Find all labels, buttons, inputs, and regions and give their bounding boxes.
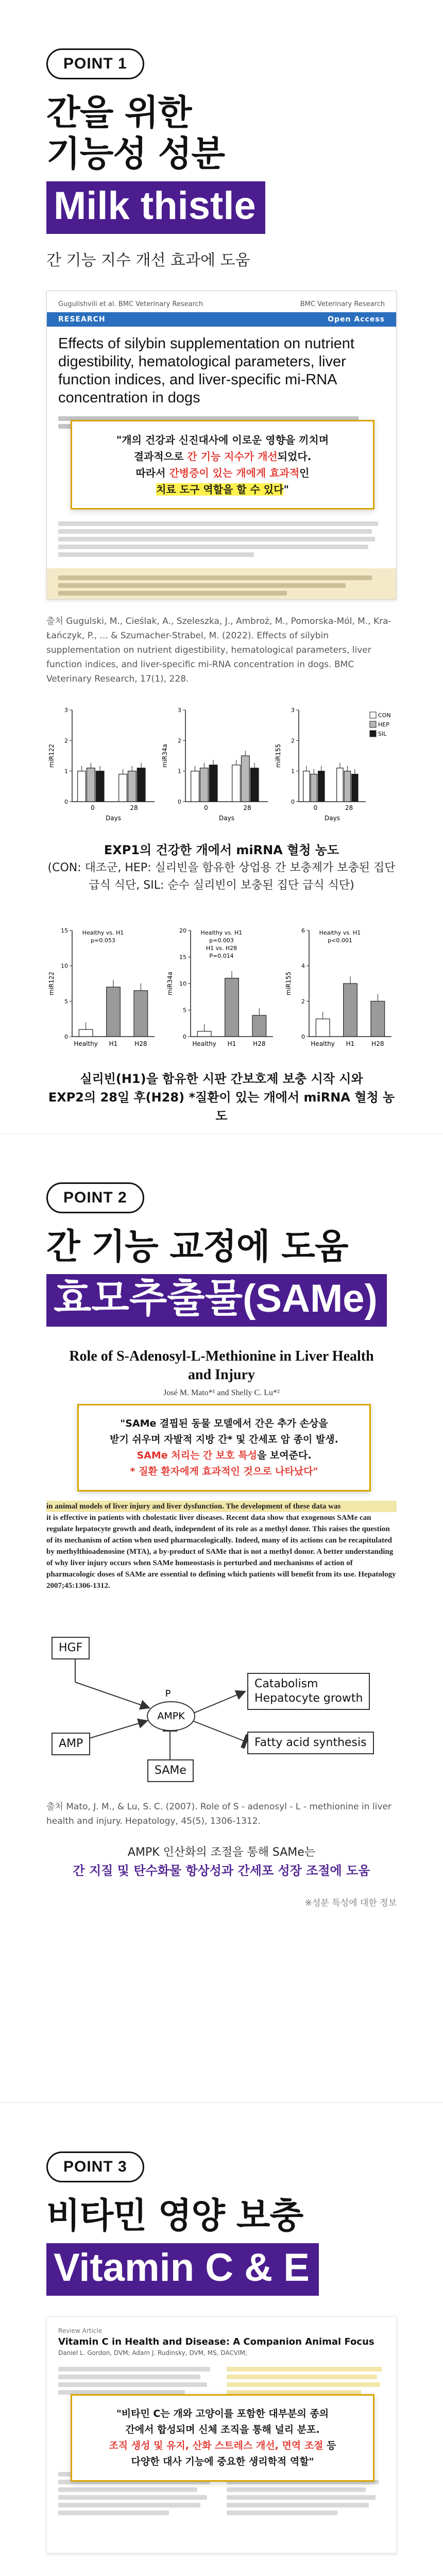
quote-line-1: "개의 건강과 신진대사에 이로운 영향을 끼치며	[116, 434, 329, 446]
paper-abstract-lines	[47, 516, 396, 562]
paper-title: Role of S-Adenosyl-L-Methionine in Liver Health and Injury	[69, 1348, 374, 1383]
x-axis-label: Days	[106, 815, 121, 822]
paper-meta	[47, 291, 396, 312]
paper-footer-band	[47, 568, 396, 599]
chart-mir155-exp2	[283, 920, 397, 1054]
x-tick-label: H28	[371, 1040, 384, 1047]
y-axis-label: miR122	[48, 743, 55, 768]
legend-label: CON	[378, 712, 391, 719]
legend-swatch	[370, 721, 376, 727]
y-tick-label: 0	[291, 799, 295, 805]
bar	[371, 1001, 385, 1037]
x-tick-label: Healthy	[192, 1040, 216, 1047]
quote-line-1: "비타민 C는 개와 고양이를 포함한 대부분의 종의	[116, 2408, 329, 2419]
x-tick-label: 28	[130, 804, 138, 811]
y-tick-label: 2	[301, 998, 305, 1005]
paper-section-bar	[47, 312, 396, 327]
y-axis-label: miR34a	[166, 972, 174, 995]
x-axis-label: Days	[219, 815, 234, 822]
bar-hep	[311, 774, 317, 802]
x-axis-label: Days	[325, 815, 340, 822]
hgf-node: HGF	[52, 1637, 90, 1659]
chart-row-exp2	[46, 920, 397, 1054]
ingredient-highlight: Milk thistle	[46, 181, 265, 234]
y-tick-label: 0	[64, 799, 68, 805]
caption-line: AMPK 인산화의 조절을 통해 SAMe는	[127, 1846, 316, 1859]
section-subtitle: 간 기능 지수 개선 효과에 도움	[46, 251, 250, 269]
y-axis-label: miR34a	[161, 744, 168, 768]
chart-mir122-exp2	[46, 920, 160, 1054]
chart-row-exp1	[46, 702, 397, 825]
y-tick-label: 0	[183, 1033, 186, 1040]
paper-abstract-highlight: in animal models of liver injury and liver dysfunction. The development of these data was	[46, 1501, 397, 1512]
bar	[252, 1015, 266, 1037]
title-line-1: 간을 위한	[46, 93, 192, 133]
section-point1	[0, 0, 443, 1133]
caption-line: (CON: 대조군, HEP: 실리빈을 함유한 상업용 간 보충제가 보충된 집단	[47, 861, 396, 874]
y-tick-label: 2	[291, 737, 295, 744]
open-access-badge: Open Access	[328, 315, 385, 324]
quote-line-2: 간에서 합성되며 신체 조직을 통해 널리 분포.	[125, 2424, 320, 2435]
paper-section-label: RESEARCH	[58, 315, 106, 324]
section-title	[46, 93, 397, 175]
bar-hep	[87, 768, 95, 802]
legend-swatch	[370, 731, 376, 737]
quote-line-2: 결과적으로 간 기능 지수가 개선되었다.	[133, 450, 312, 463]
x-tick-label: H1	[346, 1040, 355, 1047]
chart-mir122-exp1	[46, 702, 160, 825]
y-tick-label: 1	[178, 768, 181, 775]
citation: 출처 Mato, J. M., & Lu, S. C. (2007). Role of S - adenosyl - L - methionine in liver health and injury. Hepatology, 45(5), 1306-1312.	[46, 1802, 391, 1826]
point-label: POINT 3	[46, 2151, 144, 2182]
paper-abstract	[46, 1501, 397, 1591]
annotation: p=0.003	[209, 937, 234, 944]
legend-label: SIL	[378, 731, 387, 737]
annotation: H1 vs. H28	[206, 945, 237, 952]
y-tick-label: 20	[179, 927, 186, 934]
bar-hep	[128, 771, 136, 802]
bar	[79, 1029, 93, 1037]
annotation: Healthy vs. H1	[319, 929, 361, 936]
quote-line-4: 치료 도구 역할을 할 수 있다"	[156, 483, 289, 496]
x-tick-label: Healthy	[74, 1040, 98, 1047]
sepsis-diagram	[46, 2572, 397, 2576]
quote-line-2: 받기 쉬우며 자발적 지방 간* 및 간세포 암 종이 발생.	[110, 1434, 338, 1445]
quote-line-1: "SAMe 결핍된 동물 모델에서 간은 추가 손상을	[120, 1418, 328, 1429]
paper-meta-right: BMC Veterinary Research	[300, 300, 385, 308]
bar-sil	[96, 771, 104, 802]
caption-title: EXP1의 건강한 개에서 miRNA 혈청 농도	[104, 843, 339, 857]
bar-con	[191, 771, 199, 802]
annotation: Healthy vs. H1	[200, 929, 243, 936]
bar-con	[232, 765, 241, 802]
bar-con	[303, 771, 310, 802]
caption-exp1	[46, 841, 397, 894]
y-tick-label: 3	[64, 707, 68, 714]
y-tick-label: 3	[291, 707, 295, 714]
x-tick-label: 28	[345, 804, 353, 811]
y-tick-label: 1	[64, 768, 68, 775]
quote-box	[71, 2394, 374, 2482]
annotation: p<0.001	[328, 937, 352, 944]
quote-line-3: 조직 생성 및 유지, 산화 스트레스 개선, 면역 조절 등	[109, 2440, 336, 2451]
quote-box	[77, 1404, 371, 1492]
paper-excerpt	[46, 1347, 397, 1615]
annotation: p=0.053	[91, 937, 115, 944]
caption	[46, 1844, 397, 1880]
caption-line: 실리빈(H1)을 함유한 시판 간보호제 보충 시작 시와	[80, 1072, 363, 1086]
y-tick-label: 2	[178, 737, 181, 744]
y-tick-label: 15	[61, 927, 68, 934]
ingredient-highlight: 효모추출물(SAMe)	[46, 1274, 387, 1327]
x-tick-label: 28	[243, 804, 251, 811]
x-tick-label: 0	[313, 804, 318, 811]
chart-mir155-exp1	[273, 702, 397, 825]
bar	[316, 1019, 330, 1037]
quote-line-3: 따라서 간병증이 있는 개에게 효과적인	[135, 467, 310, 479]
title-line-2: 기능성 성분	[46, 134, 225, 175]
y-axis-label: miR155	[285, 971, 292, 996]
x-tick-label: H28	[134, 1040, 147, 1047]
y-axis-label: miR155	[275, 743, 282, 768]
phospho-label: P	[165, 1688, 171, 1699]
y-tick-label: 0	[301, 1033, 305, 1040]
chart-mir34a-exp1	[160, 702, 273, 825]
bar-sil	[250, 768, 259, 802]
bar	[344, 984, 357, 1037]
quote-line-4: 다양한 대사 기능에 중요한 생리학적 역할"	[131, 2456, 314, 2467]
x-tick-label: 0	[91, 804, 95, 811]
caption-line: 간 지질 및 탄수화물 항상성과 간세포 성장 조절에 도움	[73, 1863, 370, 1878]
paper-title: Vitamin C in Health and Disease: A Companion Animal Focus	[58, 2336, 374, 2347]
legend-label: HEP	[378, 721, 389, 728]
sepsis-diagram-graphic	[46, 2572, 397, 2576]
paper-screenshot	[46, 291, 397, 600]
annotation: Healthy vs. H1	[82, 929, 124, 936]
bar-con	[337, 768, 343, 802]
footnote: ※성분 특성에 대한 정보	[304, 1898, 397, 1908]
ingredient-highlight: Vitamin C & E	[46, 2243, 319, 2296]
same-node: SAMe	[147, 1759, 194, 1782]
y-tick-label: 15	[179, 954, 186, 961]
paper-authors: Daniel L. Gordon, DVM; Adam J. Rudinsky, DVM, MS, DACVIM;	[58, 2349, 247, 2357]
y-tick-label: 5	[64, 998, 68, 1005]
amp-node: AMP	[52, 1733, 90, 1755]
bar-hep	[200, 768, 208, 802]
y-tick-label: 0	[64, 1033, 68, 1040]
bar-sil	[209, 765, 217, 802]
point-label: POINT 1	[46, 48, 144, 79]
catabolism-node: Catabolism Hepatocyte growth	[247, 1673, 370, 1710]
ampk-diagram	[46, 1631, 397, 1785]
ampk-node: AMPK	[157, 1710, 185, 1722]
citation: 출처 Gugulski, M., Cieślak, A., Szeleszka, J., Ambroż, M., Pomorska-Mól, M., Kra-Łańczyk, P., ... & Szumacher-Strabel, M. (2022). Effects of silybin supplementation on nutrient digestibility, hematological parameters, liver function indices, and liver-specific mi-RNA concentration in dogs. BMC Veterinary Research, 17(1), 228.	[46, 616, 391, 684]
bar-hep	[344, 771, 350, 802]
x-tick-label: H1	[109, 1040, 118, 1047]
section-title: 비타민 영양 보충	[46, 2196, 303, 2236]
bar-hep	[241, 756, 249, 802]
section-title: 간 기능 교정에 도움	[46, 1227, 348, 1267]
paper-authors: José M. Mato*¹ and Shelly C. Lu*²	[163, 1388, 280, 1397]
bar-sil	[352, 774, 358, 802]
bar-con	[78, 771, 86, 802]
bar-con	[119, 774, 127, 802]
bar	[134, 991, 148, 1037]
quote-line-3: SAMe 처리는 간 보호 특성을 보여준다.	[137, 1450, 312, 1461]
y-tick-label: 6	[301, 927, 305, 934]
y-tick-label: 5	[183, 1007, 186, 1014]
chart-mir34a-exp2	[165, 920, 278, 1054]
x-tick-label: H28	[253, 1040, 266, 1047]
bar	[107, 987, 121, 1037]
annotation: P=0.014	[209, 953, 234, 959]
section-point2	[0, 1134, 443, 2103]
bar	[197, 1031, 211, 1037]
fatty-acid-node: Fatty acid synthesis	[247, 1732, 374, 1754]
legend-swatch	[370, 712, 376, 718]
y-tick-label: 10	[61, 962, 68, 970]
y-tick-label: 10	[179, 980, 186, 987]
y-tick-label: 0	[178, 799, 181, 805]
section-point3	[0, 2103, 443, 2576]
y-axis-label: miR122	[48, 971, 55, 996]
bar	[225, 978, 239, 1037]
point-label: POINT 2	[46, 1182, 144, 1213]
x-tick-label: H1	[227, 1040, 236, 1047]
x-tick-label: Healthy	[311, 1040, 335, 1047]
paper-screenshot	[46, 2316, 397, 2553]
caption-exp2	[46, 1070, 397, 1125]
paper-abstract-body: it is effective in patients with cholestatic liver diseases. Recent data show that exogenous SAMe can regulate hepatocyte growth and death, independent of its role as a methyl donor. This raises the question of its mechanism of action when used pharmacologically. Indeed, many of its actions can be recapitulated by methylthioadenosine (MTA), a by-product of SAMe that is not a methyl donor. A better understanding of why liver injury occurs when SAMe homeostasis is perturbed and mechanisms of action of pharmacologic doses of SAMe are essential to defining which patients will benefit from its use. Hepatology 2007;45:1306-1312.	[46, 1514, 396, 1590]
caption-line: 급식 식단, SIL: 순수 실리빈이 보충된 집단 급식 식단)	[89, 879, 354, 892]
y-tick-label: 4	[301, 962, 305, 970]
caption-line: EXP2의 28일 후(H28) *질환이 있는 개에서 miRNA 혈청 농도	[48, 1090, 395, 1123]
y-tick-label: 3	[178, 707, 181, 714]
paper-meta-left: Gugulishvili et al. BMC Veterinary Research	[58, 300, 203, 308]
quote-box	[71, 420, 374, 510]
y-tick-label: 1	[291, 768, 295, 775]
bar-sil	[318, 771, 325, 802]
paper-meta: Review Article	[58, 2327, 103, 2334]
quote-line-4: * 질환 환자에게 효과적인 것으로 나타났다"	[130, 1466, 318, 1477]
bar-sil	[137, 768, 145, 802]
y-tick-label: 2	[64, 737, 68, 744]
x-tick-label: 0	[204, 804, 208, 811]
paper-title: Effects of silybin supplementation on nutrient digestibility, hematological parameters, liver function indices, and liver-specific mi-RNA concentration in dogs	[58, 335, 354, 406]
